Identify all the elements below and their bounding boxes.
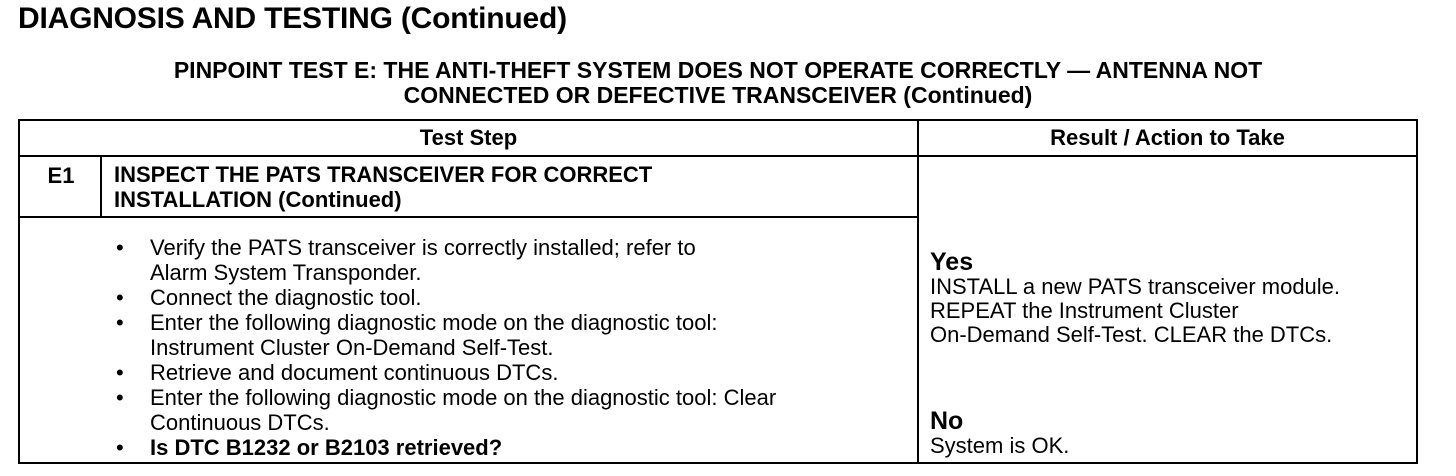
instruction-line: Retrieve and document continuous DTCs. (150, 360, 559, 385)
instruction-line: Connect the diagnostic tool. (150, 285, 422, 310)
bullet-icon: • (116, 235, 124, 260)
pinpoint-test-table (18, 119, 1418, 464)
list-item (112, 310, 912, 360)
result-yes (930, 249, 1410, 347)
step-id: E1 (47, 163, 75, 188)
page-title: DIAGNOSIS AND TESTING (Continued) (18, 2, 567, 35)
yes-action-line: INSTALL a new PATS transceiver module. (930, 274, 1341, 299)
instruction-line: Verify the PATS transceiver is correctly installed; refer to (150, 235, 696, 260)
instruction-line: Continuous DTCs. (150, 410, 330, 435)
step-title-line-1: INSPECT THE PATS TRANSCEIVER FOR CORRECT (114, 162, 653, 187)
list-item (112, 285, 912, 310)
instruction-line: Enter the following diagnostic mode on the diagnostic tool: Clear (150, 385, 777, 410)
question-line: Is DTC B1232 or B2103 retrieved? (150, 435, 503, 460)
list-item (112, 385, 912, 435)
yes-action-line: On-Demand Self-Test. CLEAR the DTCs. (930, 322, 1333, 347)
bullet-icon: • (116, 360, 124, 385)
bullet-icon: • (116, 285, 124, 310)
header-result: Result / Action to Take (1050, 125, 1285, 150)
bullet-icon: • (116, 435, 124, 460)
column-divider (917, 121, 919, 462)
bullet-icon: • (116, 310, 124, 335)
list-item (112, 435, 912, 460)
yes-action-line: REPEAT the Instrument Cluster (930, 298, 1239, 323)
pinpoint-test-title-line-1: PINPOINT TEST E: THE ANTI-THEFT SYSTEM DOES NOT OPERATE CORRECTLY — ANTENNA NOT (173, 57, 1263, 83)
step-title-line-2: INSTALLATION (Continued) (114, 187, 402, 212)
yes-label: Yes (930, 248, 974, 276)
pinpoint-test-title-line-2: CONNECTED OR DEFECTIVE TRANSCEIVER (Continued) (403, 82, 1033, 108)
instruction-line: Instrument Cluster On-Demand Self-Test. (150, 335, 554, 360)
step-title (114, 157, 914, 212)
list-item (112, 360, 912, 385)
bullet-icon: • (116, 385, 124, 410)
header-test-step: Test Step (419, 125, 518, 150)
no-action-line: System is OK. (930, 433, 1070, 458)
instruction-line: Enter the following diagnostic mode on the diagnostic tool: (150, 310, 718, 335)
no-label: No (930, 407, 964, 435)
instruction-list (112, 235, 912, 460)
list-item (112, 235, 912, 285)
result-no (930, 408, 1410, 458)
step-title-divider (20, 216, 917, 218)
pinpoint-test-title (18, 58, 1418, 108)
instruction-line: Alarm System Transponder. (150, 260, 422, 285)
